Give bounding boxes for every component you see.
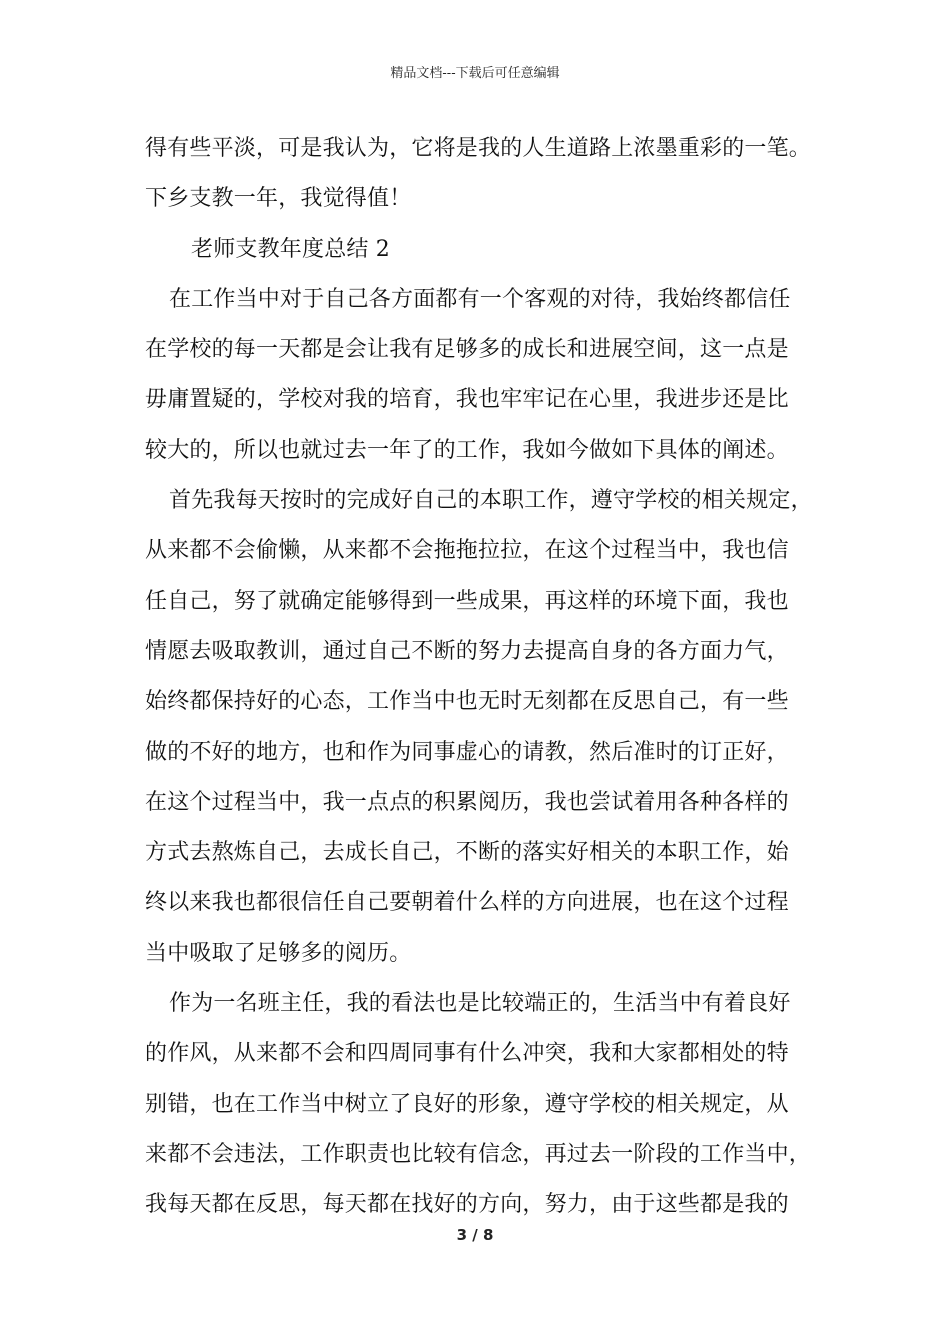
text-line: 终以来我也都很信任自己要朝着什么样的方向进展，也在这个过程 (145, 890, 789, 916)
text-line: 方式去熬炼自己，去成长自己，不断的落实好相关的本职工作，始 (145, 840, 789, 866)
text-line: 别错，也在工作当中树立了良好的形象，遵守学校的相关规定，从 (145, 1091, 789, 1117)
document-body (145, 124, 825, 1231)
text-line: 来都不会违法，工作职责也比较有信念，再过去一阶段的工作当中， (145, 1141, 812, 1167)
text-line: 从来都不会偷懒，从来都不会拖拖拉拉，在这个过程当中，我也信 (145, 538, 789, 564)
paragraph-first-line: 作为一名班主任，我的看法也是比较端正的，生活当中有着良好 (169, 991, 791, 1017)
text-line: 在学校的每一天都是会让我有足够多的成长和进展空间，这一点是 (145, 337, 789, 363)
page-header: 精品文档---下载后可任意编辑 (390, 66, 560, 81)
text-line: 下乡支教一年，我觉得值！ (145, 186, 412, 212)
text-line: 毋庸置疑的，学校对我的培育，我也牢牢记在心里，我进步还是比 (145, 387, 789, 413)
text-line: 在这个过程当中，我一点点的积累阅历，我也尝试着用各种各样的 (145, 789, 789, 815)
paragraph-first-line: 在工作当中对于自己各方面都有一个客观的对待，我始终都信任 (169, 286, 791, 312)
paragraph-first-line: 首先我每天按时的完成好自己的本职工作，遵守学校的相关规定， (169, 488, 813, 514)
text-line: 当中吸取了足够多的阅历。 (145, 940, 412, 966)
text-line: 情愿去吸取教训，通过自己不断的努力去提高自身的各方面力气， (145, 638, 789, 664)
text-line: 较大的，所以也就过去一年了的工作，我如今做如下具体的阐述。 (145, 437, 789, 463)
text-line: 的作风，从来都不会和四周同事有什么冲突，我和大家都相处的特 (145, 1041, 789, 1067)
text-line: 任自己，努了就确定能够得到一些成果，再这样的环境下面，我也 (145, 588, 789, 614)
text-line: 做的不好的地方，也和作为同事虚心的请教，然后准时的订正好， (145, 739, 789, 765)
page-number: 3 / 8 (456, 1226, 494, 1244)
text-line: 得有些平淡，可是我认为，它将是我的人生道路上浓墨重彩的一笔。 (145, 136, 812, 161)
text-line: 我每天都在反思，每天都在找好的方向，努力，由于这些都是我的 (145, 1192, 789, 1218)
section-title: 老师支教年度总结 2 (191, 236, 390, 262)
text-line: 始终都保持好的心态，工作当中也无时无刻都在反思自己，有一些 (145, 689, 789, 715)
